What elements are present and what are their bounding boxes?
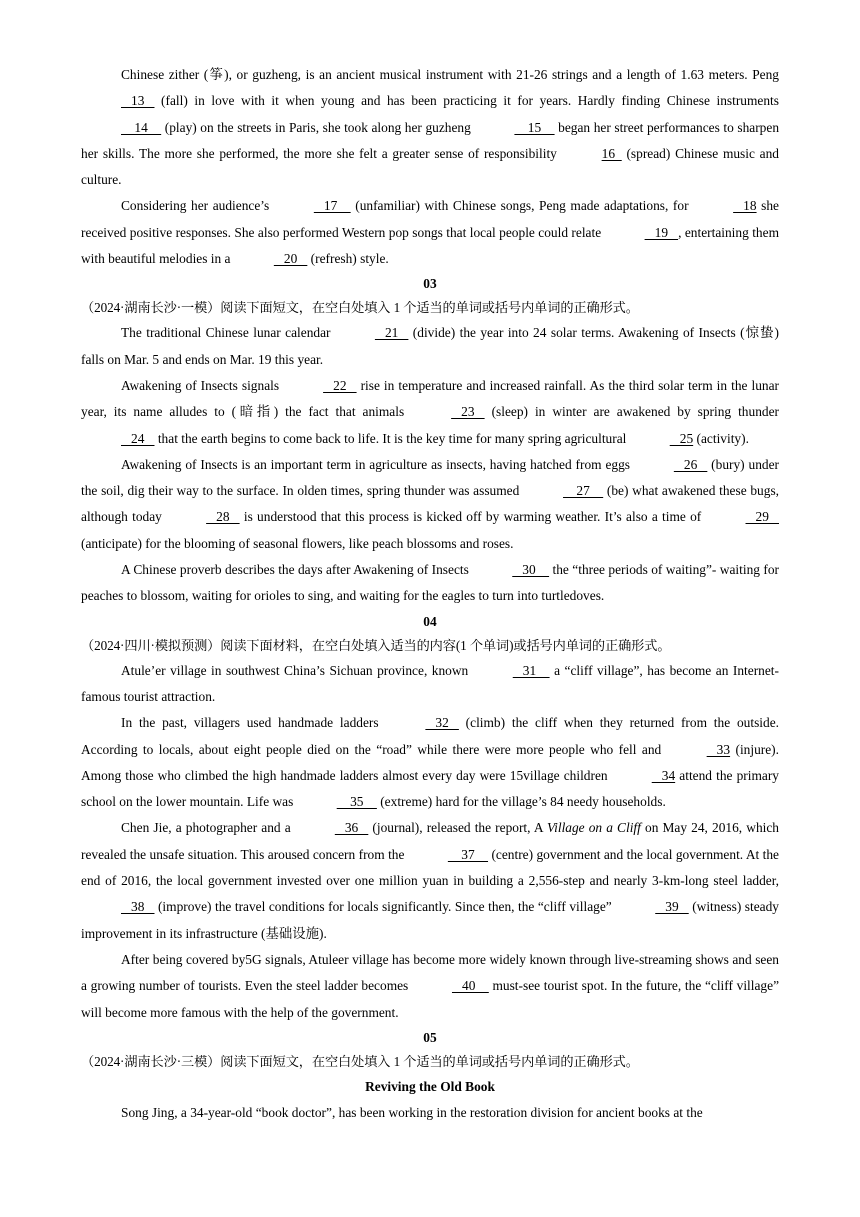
answer-blank-24[interactable]: 24 — [121, 430, 155, 446]
section-instruction: （2024·四川·模拟预测）阅读下面材料，在空白处填入适当的内容(1 个单词)或括号内单词的正确形式。 — [81, 637, 671, 653]
section-instruction: （2024·湖南长沙·三模）阅读下面短文，在空白处填入 1 个适当的单词或括号内单词的正确形式。 — [81, 1053, 639, 1069]
answer-blank-27[interactable]: 27 — [563, 483, 604, 499]
paragraph: Awakening of Insects signals 22 rise in temperature and increased rainfall. As the third solar term in the lunar year, its name alludes to (暗指) the fact that animals 23 (sleep) in winter are awakened by spring thunder 24 that the earth begins to come back to life. It is the key time for many spring agricultural 25 (activity). — [81, 373, 779, 452]
paragraph: Chen Jie, a photographer and a 36 (journal), released the report, A Village on a Cliff on May 24, 2016, which revealed the unsafe situation. This aroused concern from the 37 (centre) government and the local government. At the end of 2016, the local government invested over one million yuan in building a 2,556-step and nearly 3-km-long steel ladder, 38 (improve) the travel conditions for locals significantly. Since then, the “cliff village” 39 (witness) steady improvement in its infrastructure (基础设施). — [81, 815, 779, 946]
answer-blank-23[interactable]: 23 — [451, 404, 485, 420]
paragraph: In the past, villagers used handmade ladders 32 (climb) the cliff when they returned from the outside. According to locals, about eight people died on the “road” while there were more people who fell and 33 (injure). Among those who climbed the high handmade ladders almost every day were 15village children 34 attend the primary school on the lower mountain. Life was 35 (extreme) hard for the village’s 84 needy households. — [81, 710, 779, 815]
answer-blank-15[interactable]: 15 — [514, 119, 555, 135]
report-title: Village on a Cliff — [546, 820, 641, 836]
paragraph: Considering her audience’s 17 (unfamiliar) with Chinese songs, Peng made adaptations, for 18 she received positive responses. She also performed Western pop songs that local people could relate 19 , entertaining them with beautiful melodies in a 20 (refresh) style. — [81, 193, 779, 272]
answer-blank-35[interactable]: 35 — [336, 794, 377, 810]
answer-blank-37[interactable]: 37 — [447, 846, 489, 862]
answer-blank-31[interactable]: 31 — [512, 662, 550, 678]
answer-blank-21[interactable]: 21 — [374, 325, 409, 341]
answer-blank-22[interactable]: 22 — [323, 377, 357, 393]
section-number-05: 05 — [423, 1029, 437, 1045]
answer-blank-33[interactable]: 33 — [706, 741, 731, 757]
paragraph: A Chinese proverb describes the days after Awakening of Insects 30 the “three periods of waiting”- waiting for peaches to blossom, waiting for orioles to sing, and waiting for the eagles to turn into turtledoves. — [81, 557, 779, 610]
paragraph: After being covered by5G signals, Atuleer village has become more widely known through live-streaming shows and seen a growing number of tourists. Even the steel ladder becomes 40 must-see tourist spot. In the future, the “cliff village” will become more famous with the help of the government. — [81, 951, 780, 1020]
section-number-03: 03 — [423, 276, 437, 292]
paragraph: Atule’er village in southwest China’s Sichuan province, known 31 a “cliff village”, has become an Internet-famous tourist attraction. — [81, 658, 779, 711]
answer-blank-14[interactable]: 14 — [121, 119, 162, 135]
answer-blank-13[interactable]: 13 — [121, 93, 155, 109]
paragraph: Song Jing, a 34-year-old “book doctor”, has been working in the restoration division for ancient books at the — [121, 1105, 703, 1121]
answer-blank-26[interactable]: 26 — [673, 456, 708, 472]
paragraph: Chinese zither (筝), or guzheng, is an ancient musical instrument with 21-26 strings and a length of 1.63 meters. Peng 13 (fall) in love with it when young and has been practicing it for years. Hardly finding Chinese instruments 14 (play) on the streets in Paris, she took along her guzheng 15 began her street performances to sharpen her skills. The more she performed, the more she felt a greater sense of responsibility 16 (spread) Chinese music and culture. — [81, 67, 780, 188]
document-page — [81, 62, 779, 1126]
answer-blank-38[interactable]: 38 — [121, 899, 155, 915]
answer-blank-32[interactable]: 32 — [425, 715, 459, 731]
answer-blank-28[interactable]: 28 — [206, 509, 240, 525]
answer-blank-19[interactable]: 19 — [644, 224, 679, 240]
paragraph: The traditional Chinese lunar calendar 21 (divide) the year into 24 solar terms. Awakening of Insects (惊蛰) falls on Mar. 5 and ends on Mar. 19 this year. — [81, 320, 779, 373]
answer-blank-29[interactable]: 29 — [745, 509, 779, 525]
answer-blank-39[interactable]: 39 — [655, 899, 689, 915]
paragraph: Awakening of Insects is an important term in agriculture as insects, having hatched from eggs 26 (bury) under the soil, dig their way to the surface. In olden times, spring thunder was assumed 27 (be) what awakened these bugs, although today 28 is understood that this process is kicked off by warming weather. It’s also a time of 29 (anticipate) for the blooming of seasonal flowers, like peach blossoms and roses. — [81, 452, 779, 557]
answer-blank-25[interactable]: 25 — [669, 430, 694, 446]
answer-blank-34[interactable]: 34 — [651, 767, 676, 783]
answer-blank-20[interactable]: 20 — [273, 251, 308, 267]
passage-title: Reviving the Old Book — [365, 1078, 495, 1094]
answer-blank-18[interactable]: 18 — [733, 198, 757, 214]
section-number-04: 04 — [423, 613, 437, 629]
answer-blank-30[interactable]: 30 — [512, 562, 550, 578]
answer-blank-40[interactable]: 40 — [451, 978, 489, 994]
answer-blank-16[interactable]: 16 — [601, 145, 622, 161]
answer-blank-17[interactable]: 17 — [313, 198, 351, 214]
answer-blank-36[interactable]: 36 — [334, 820, 369, 836]
section-instruction: （2024·湖南长沙·一模）阅读下面短文，在空白处填入 1 个适当的单词或括号内单词的正确形式。 — [81, 300, 639, 316]
